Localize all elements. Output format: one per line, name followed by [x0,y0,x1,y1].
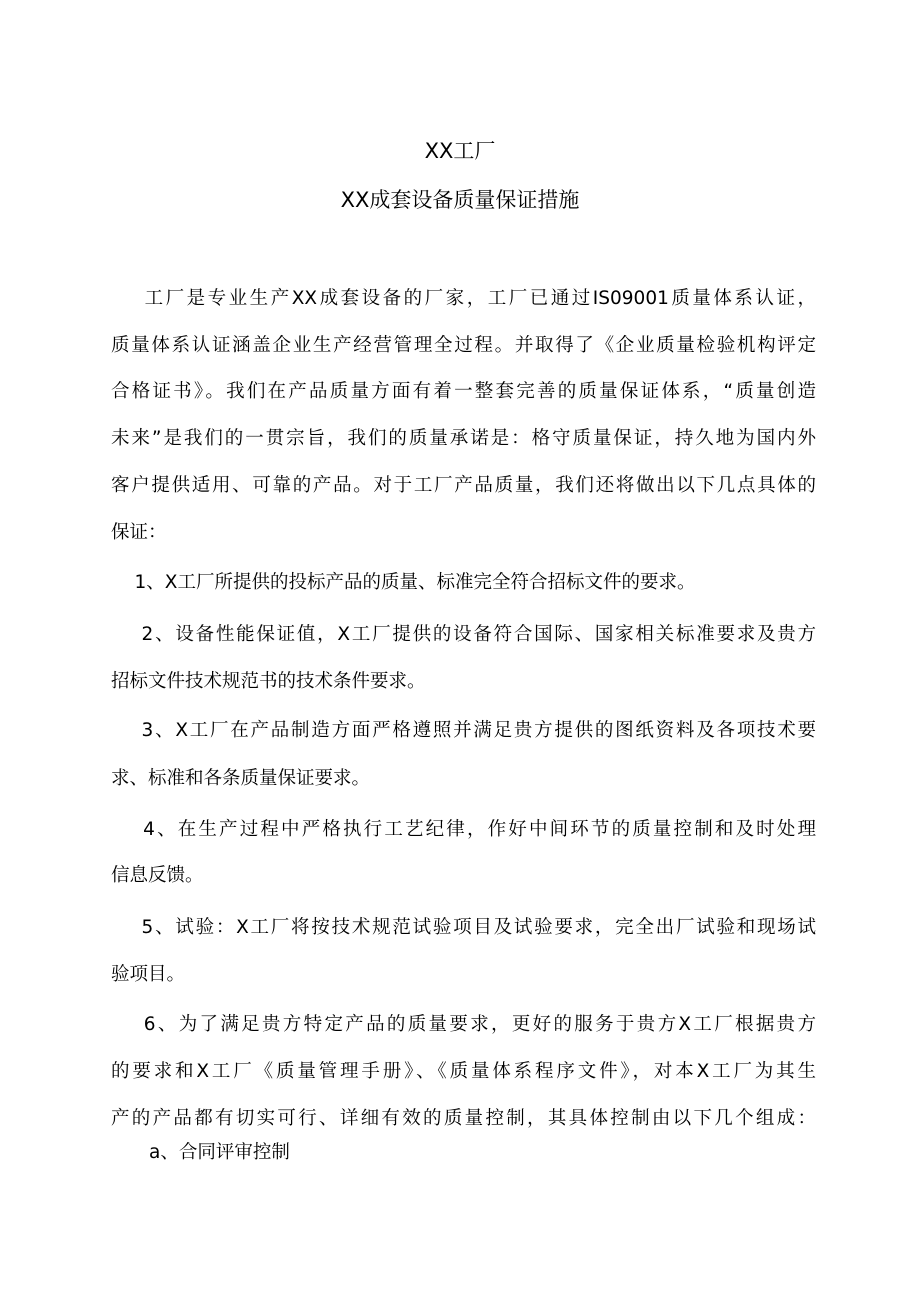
paragraph-line: 质量体系认证涵盖企业生产经营管理全过程。并取得了《企业质量检验机构评定 [111,335,816,356]
list-item-line: 信息反馈。 [111,865,204,886]
list-item-line: 4、在生产过程中严格执行工艺纪律，作好中间环节的质量控制和及时处理 [111,819,816,840]
list-item-line: 招标文件技术规范书的技术条件要求。 [111,671,426,692]
paragraph-line: 客户提供适用、可靠的产品。对于工厂产品质量，我们还将做出以下几点具体的 [111,475,816,496]
list-item-line: 3、X工厂在产品制造方面严格遵照并满足贵方提供的图纸资料及各项技术要 [111,720,816,741]
list-item-line: 2、设备性能保证值，X工厂提供的设备符合国际、国家相关标准要求及贵方 [111,624,816,645]
list-item-line: 6、为了满足贵方特定产品的质量要求，更好的服务于贵方X工厂根据贵方 [111,1014,816,1035]
list-item-line: 产的产品都有切实可行、详细有效的质量控制，其具体控制由以下几个组成： [111,1108,816,1129]
list-item-line: 5、试验：X工厂将按技术规范试验项目及试验要求，完全出厂试验和现场试 [111,917,816,938]
sub-item-line: a、合同评审控制 [149,1142,290,1163]
paragraph-line: 工厂是专业生产XX成套设备的厂家，工厂已通过IS09001质量体系认证， [111,288,816,309]
document-subtitle: XX成套设备质量保证措施 [340,188,580,212]
list-item-line: 验项目。 [111,964,186,985]
paragraph-line: 合格证书》。我们在产品质量方面有着一整套完善的质量保证体系，“质量创造 [111,381,816,402]
list-item-line: 的要求和X工厂《质量管理手册》、《质量体系程序文件》，对本X工厂为其生 [111,1061,816,1082]
document-title: XX工厂 [424,139,496,163]
list-item-line: 求、标准和各条质量保证要求。 [111,768,371,789]
paragraph-line: 未来”是我们的一贯宗旨，我们的质量承诺是：格守质量保证，持久地为国内外 [111,428,816,449]
list-item-line: 1、X工厂所提供的投标产品的质量、标准完全符合招标文件的要求。 [111,572,696,593]
paragraph-line: 保证： [111,522,167,543]
